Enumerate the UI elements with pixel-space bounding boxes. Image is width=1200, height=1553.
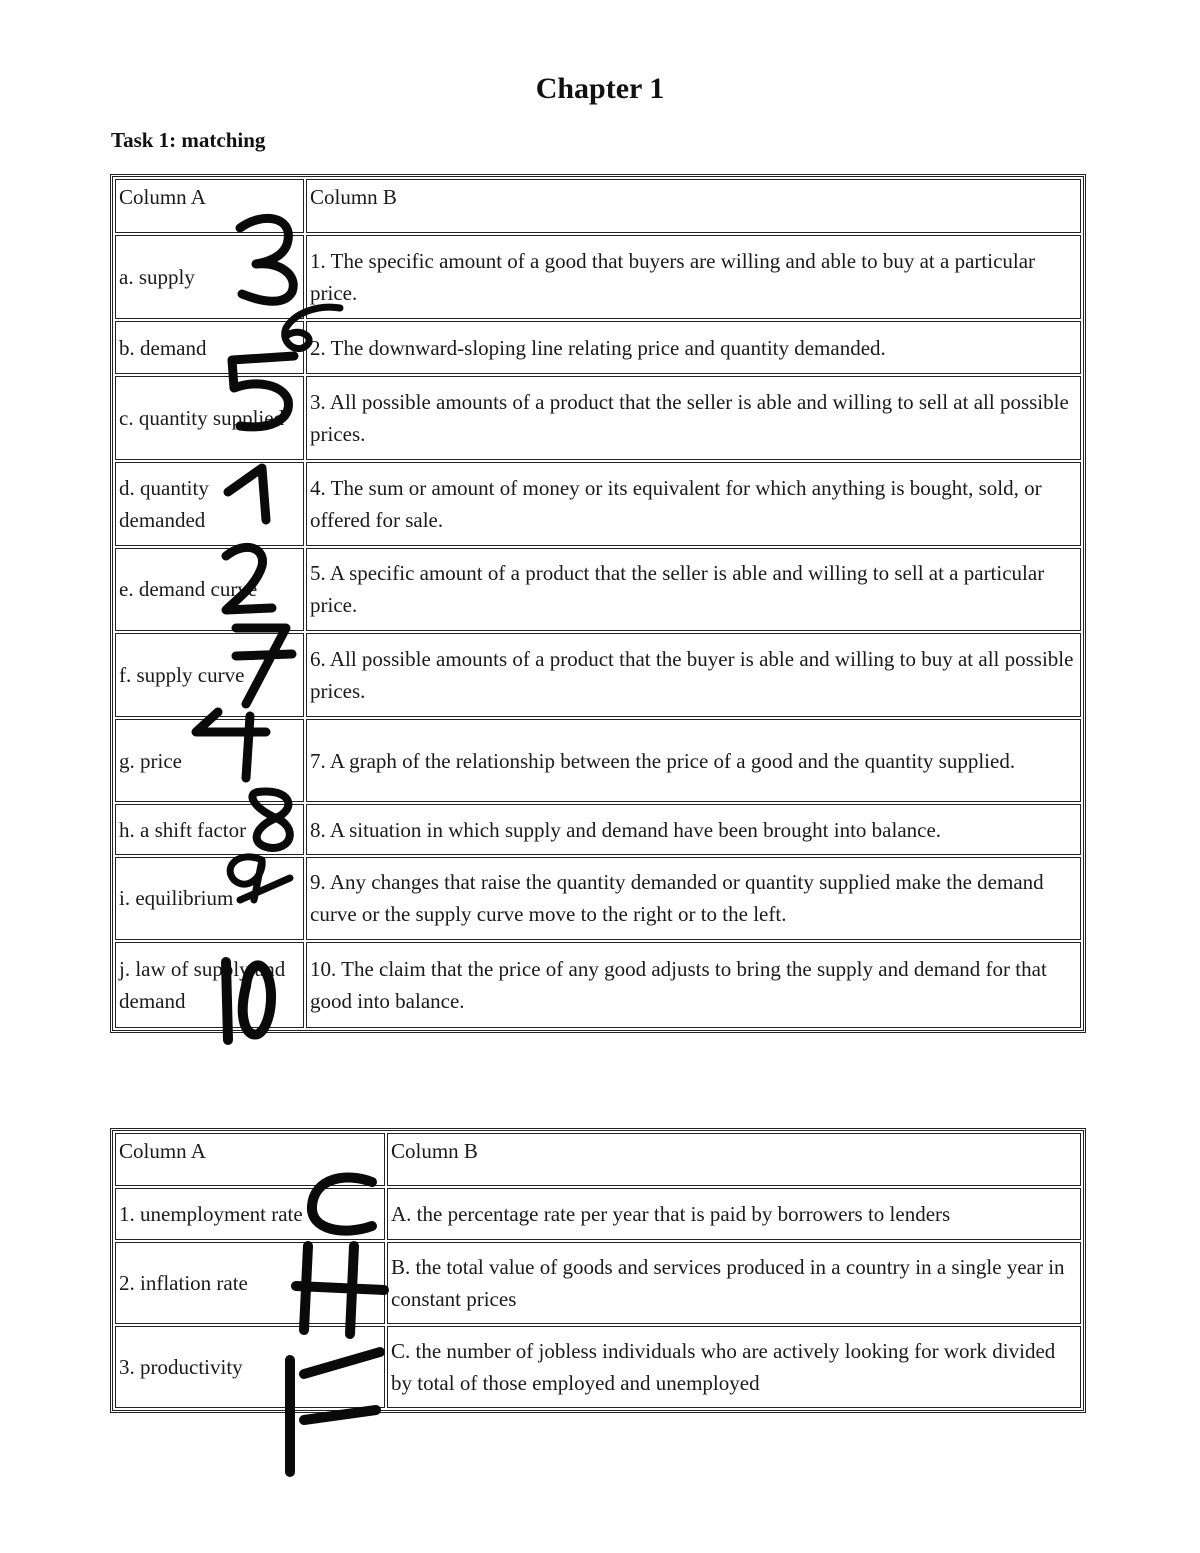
page-title: Chapter 1 xyxy=(535,72,665,105)
table-row xyxy=(115,1188,1081,1239)
table-row xyxy=(115,719,1081,803)
matching-table-1 xyxy=(110,174,1086,1033)
definition-cell: A. the percentage rate per year that is paid by borrowers to lenders xyxy=(387,1188,1081,1239)
term-cell: 2. inflation rate xyxy=(115,1242,385,1324)
matching-table-2 xyxy=(110,1128,1086,1413)
term-cell: c. quantity supplied xyxy=(115,376,304,460)
term-cell: g. price xyxy=(115,719,304,803)
table-row xyxy=(115,548,1081,632)
term-cell: 3. productivity xyxy=(115,1326,385,1408)
table-row xyxy=(115,633,1081,717)
definition-cell: 8. A situation in which supply and demand have been brought into balance. xyxy=(306,804,1081,854)
column-a-header: Column A xyxy=(115,1133,385,1186)
term-cell: a. supply xyxy=(115,235,304,319)
term-cell: e. demand curve xyxy=(115,548,304,632)
definition-cell: C. the number of jobless individuals who are actively looking for work divided by total of those employed and unemployed xyxy=(387,1326,1081,1408)
definition-cell: B. the total value of goods and services produced in a country in a single year in constant prices xyxy=(387,1242,1081,1324)
definition-cell: 3. All possible amounts of a product that the seller is able and willing to sell at all possible prices. xyxy=(306,376,1081,460)
table-row xyxy=(115,376,1081,460)
term-cell: d. quantity demanded xyxy=(115,462,304,546)
definition-cell: 6. All possible amounts of a product that the buyer is able and willing to buy at all possible prices. xyxy=(306,633,1081,717)
definition-cell: 5. A specific amount of a product that the seller is able and willing to sell at a particular price. xyxy=(306,548,1081,632)
term-cell: 1. unemployment rate xyxy=(115,1188,385,1239)
term-cell: f. supply curve xyxy=(115,633,304,717)
table-header-row xyxy=(115,1133,1081,1186)
term-cell: b. demand xyxy=(115,321,304,374)
term-cell: i. equilibrium xyxy=(115,857,304,941)
table-row xyxy=(115,1326,1081,1408)
definition-cell: 2. The downward-sloping line relating price and quantity demanded. xyxy=(306,321,1081,374)
definition-cell: 9. Any changes that raise the quantity demanded or quantity supplied make the demand curve or the supply curve move to the right or to the left. xyxy=(306,857,1081,941)
table-row xyxy=(115,462,1081,546)
table-header-row xyxy=(115,179,1081,233)
table-row xyxy=(115,321,1081,374)
definition-cell: 1. The specific amount of a good that buyers are willing and able to buy at a particular price. xyxy=(306,235,1081,319)
definition-cell: 10. The claim that the price of any good adjusts to bring the supply and demand for that good into balance. xyxy=(306,942,1081,1028)
definition-cell: 4. The sum or amount of money or its equivalent for which anything is bought, sold, or offered for sale. xyxy=(306,462,1081,546)
column-a-header: Column A xyxy=(115,179,304,233)
table-row xyxy=(115,942,1081,1028)
table-row xyxy=(115,804,1081,854)
task-heading: Task 1: matching xyxy=(111,128,266,152)
table-row xyxy=(115,857,1081,941)
column-b-header: Column B xyxy=(387,1133,1081,1186)
column-b-header: Column B xyxy=(306,179,1081,233)
definition-cell: 7. A graph of the relationship between the price of a good and the quantity supplied. xyxy=(306,719,1081,803)
table-row xyxy=(115,1242,1081,1324)
term-cell: h. a shift factor xyxy=(115,804,304,854)
table-row xyxy=(115,235,1081,319)
term-cell: j. law of supply and demand xyxy=(115,942,304,1028)
